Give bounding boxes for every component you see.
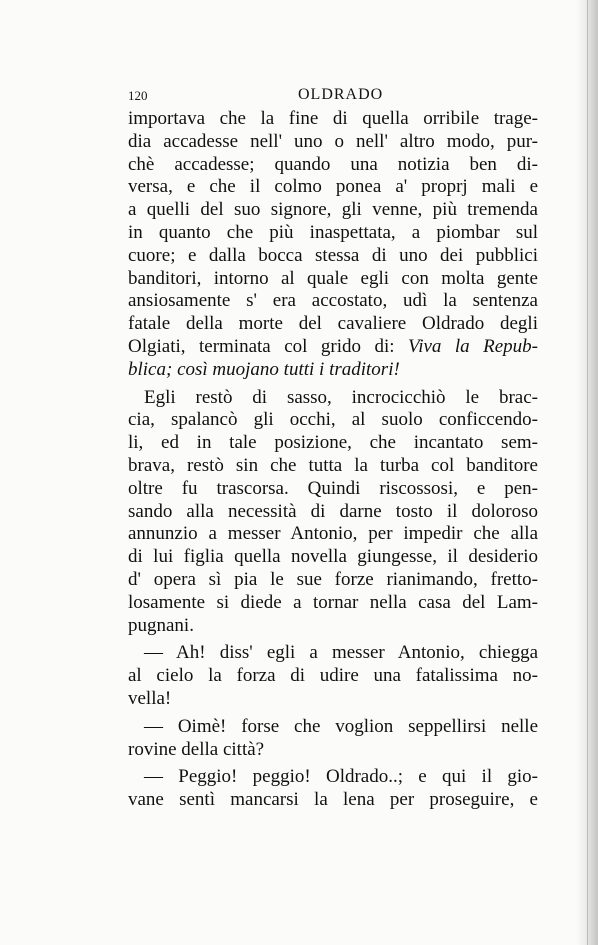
text-line: losamente si diede a tornar nella casa del Lam- <box>128 591 538 613</box>
text-line: d' opera sì pia le sue forze rianimando, fretto- <box>128 568 538 590</box>
dialogue-line: — Oimè! forse che voglion seppellirsi nelle <box>144 715 538 737</box>
text-line: cuore; e dalla bocca stessa di uno dei pubblici <box>128 244 538 266</box>
text-line: brava, restò sin che tutta la turba col banditore <box>128 454 538 476</box>
text-line: fatale della morte del cavaliere Oldrado degli <box>128 313 538 335</box>
page-header <box>128 86 384 108</box>
paragraph-start-line: Egli restò di sasso, incrocicchiò le brac- <box>144 386 538 408</box>
text-line: importava che la fine di quella orribile trage- <box>128 108 538 129</box>
text-line-with-italic <box>128 336 538 359</box>
paragraph-end-line: rovine della città? <box>128 738 265 760</box>
running-title: OLDRADO <box>298 86 384 103</box>
text-line: oltre fu trascorsa. Quindi riscossosi, e pen- <box>128 477 538 499</box>
page-edge-line <box>587 0 588 945</box>
italic-fragment: Viva la Repub- <box>408 335 539 357</box>
page-number: 120 <box>128 88 148 103</box>
text-line: di lui figlia quella novella giungesse, il desiderio <box>128 546 538 568</box>
dialogue-line: — Ah! diss' egli a messer Antonio, chiegga <box>144 642 538 664</box>
body-text <box>128 108 538 812</box>
text-line: annunzio a messer Antonio, per impedir che alla <box>128 523 538 545</box>
text-line: versa, e che il colmo ponea a' proprj mali e <box>128 176 538 198</box>
text-line: in quanto che più inaspettata, a piombar sul <box>128 221 538 243</box>
italic-text-line: blica; così muojano tutti i traditori! <box>128 358 400 380</box>
text-line: a quelli del suo signore, gli venne, più tremenda <box>128 199 538 221</box>
text-line: vane sentì mancarsi la lena per proseguire, e <box>128 789 538 811</box>
text-line: ansiosamente s' era accostato, udì la sentenza <box>128 290 538 312</box>
paragraph-end-line: pugnani. <box>128 614 194 636</box>
text-line: al cielo la forza di udire una fatalissima no- <box>128 665 538 687</box>
text-line: li, ed in tale posizione, che incantato sem- <box>128 432 538 454</box>
text-line: sando alla necessità di darne tosto il doloroso <box>128 500 538 522</box>
text-line: chè accadesse; quando una notizia ben di- <box>128 153 538 175</box>
text-fragment: Olgiati, terminata col grido di: <box>128 335 395 357</box>
paragraph-end-line: vella! <box>128 687 172 709</box>
text-line: banditori, intorno al quale egli con molta gente <box>128 267 538 289</box>
dialogue-line: — Peggio! peggio! Oldrado..; e qui il gio- <box>144 766 538 788</box>
text-line: cia, spalancò gli occhi, al suolo conficcendo- <box>128 409 538 431</box>
text-line: dia accadesse nell' uno o nell' altro modo, pur- <box>128 130 538 152</box>
